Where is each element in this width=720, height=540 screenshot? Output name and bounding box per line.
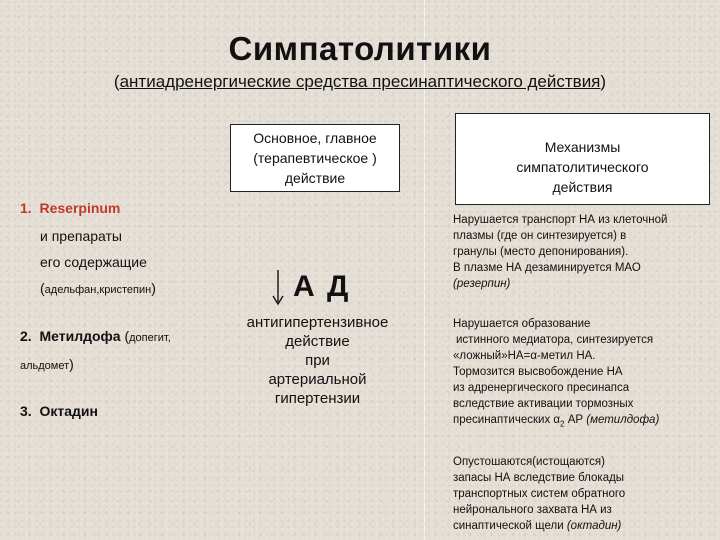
mechanisms-box: [455, 113, 710, 205]
mechanism-octadin: [453, 454, 715, 534]
mech2-line3: «ложный»НА=α-метил НА.: [453, 350, 596, 362]
mechanism-reserpine: [453, 212, 715, 292]
drug-1-line2: и препараты: [40, 228, 122, 244]
page-subtitle: [40, 70, 680, 93]
mech3-line4: нейронального захвата НА из: [453, 504, 612, 516]
mech3-line5-wrap: [453, 518, 715, 534]
drug-3: [20, 401, 260, 422]
mechanism-methyldopa: [453, 316, 715, 432]
action-line5: гипертензии: [274, 390, 361, 407]
drug-1-note: [40, 275, 260, 303]
drug-1-line3: его содержащие: [40, 254, 147, 270]
mech2-drug: (метилдофа): [586, 414, 660, 426]
mech3-line3: транспортных систем обратного: [453, 488, 626, 500]
drug-2-name: Метилдофа: [39, 328, 121, 344]
mech2-line7: [453, 412, 715, 432]
mech1-line3: гранулы (место депонирования).: [453, 246, 629, 258]
mech1-line2: плазмы (где он синтезируется) в: [453, 230, 627, 242]
mech1-drug: (резерпин): [453, 278, 511, 290]
mech3-drug: (октадин): [566, 520, 622, 532]
mech2-line7-text: пресинаптических α: [453, 414, 561, 426]
action-line2: действие: [285, 333, 350, 350]
main-action-line1: Основное, главное: [253, 130, 377, 146]
drug-3-name: Октадин: [39, 403, 98, 419]
mech2-line7-end: АР: [564, 414, 584, 426]
drug-1: [20, 198, 260, 219]
mechanisms-line1: Механизмы: [544, 139, 621, 155]
action-line3: при: [305, 352, 330, 369]
main-action-line3: действие: [284, 170, 346, 186]
subtitle-text: антиадренергические средства пресинаптического действия: [119, 72, 601, 91]
action-line1: антигипертензивное: [246, 314, 389, 331]
drug-2-note2: альдомет: [20, 360, 70, 372]
mech1-line1: Нарушается транспорт НА из клеточной: [453, 214, 668, 226]
mech3-line5: синаптической щели: [453, 520, 564, 532]
main-action-box: [230, 124, 400, 192]
mechanisms-line3: действия: [552, 179, 613, 195]
ad-label: А Д: [293, 270, 351, 303]
subtitle-paren-close: ): [600, 72, 607, 91]
drug-1-note-open: (: [40, 280, 45, 296]
mech2-line4: Тормозится высвобождение НА: [453, 366, 623, 378]
down-arrow-icon: [271, 270, 285, 308]
action-line4: артериальной: [268, 371, 367, 388]
drug-2-note: допегит,: [129, 332, 171, 344]
mechanisms-line2: симпатолитического: [516, 159, 649, 175]
main-action-line2: (терапевтическое ): [253, 150, 377, 166]
mech1-line4: В плазме НА дезаминируется МАО: [453, 262, 641, 274]
therapeutic-action: [225, 313, 410, 408]
mech2-line5: из адренергического пресинапса: [453, 382, 630, 394]
drug-1-note-text: адельфан,кристепин: [44, 284, 152, 296]
drug-2-note-close: ): [69, 356, 74, 372]
drug-1-details: [20, 223, 260, 303]
drug-1-number: 1.: [20, 200, 32, 216]
mech2-line7-sub: 2: [560, 419, 565, 429]
drug-2-note-open: (: [124, 328, 130, 344]
drug-1-note-close: ): [151, 280, 156, 296]
drug-3-number: 3.: [20, 403, 32, 419]
mech2-line6: вследствие активации тормозных: [453, 398, 634, 410]
drug-2: [20, 323, 260, 351]
drug-2-note-line2: [20, 351, 260, 379]
drug-2-number: 2.: [20, 328, 32, 344]
page-title: Симпатолитики: [228, 30, 492, 67]
mech3-line2: запасы НА вследствие блокады: [453, 472, 625, 484]
drug-list: [20, 198, 260, 422]
mech3-line1: Опустошаются(истощаются): [453, 456, 605, 468]
mech2-line2: истинного медиатора, синтезируется: [456, 334, 654, 346]
drug-1-name: Reserpinum: [39, 200, 121, 216]
subtitle-paren-open: (: [113, 72, 120, 91]
mech2-line1: Нарушается образование: [453, 318, 591, 330]
